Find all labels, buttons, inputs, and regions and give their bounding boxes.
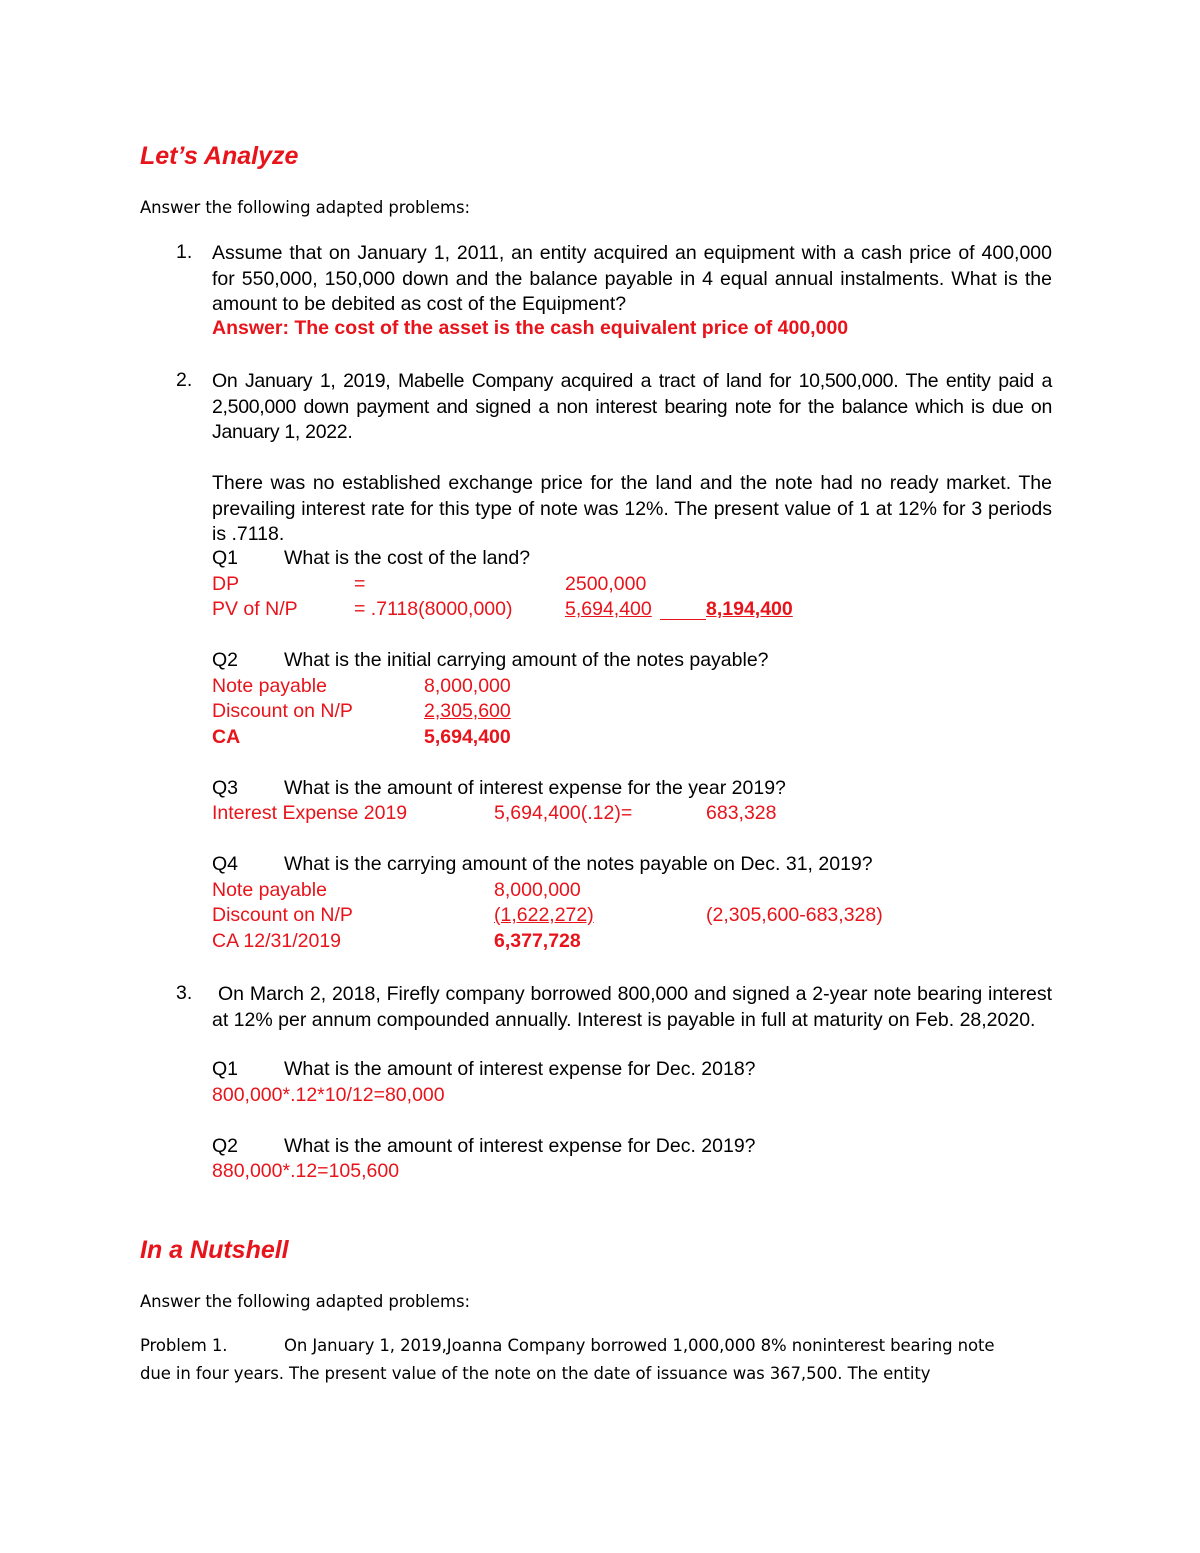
problem-2-text: On January 1, 2019, Mabelle Company acquired a tract of land for 10,500,000. The entity paid a 2,500,000 down payment and signed a non interest bearing note for the balance which is due on January 1, 2022.: [212, 370, 1052, 443]
question-label: Q2: [212, 1135, 239, 1157]
computation-label: Discount on N/P: [212, 700, 353, 722]
problem-text-line: due in four years. The present value of the note on the date of issuance was 367,500. The entity: [140, 1364, 931, 1383]
problem-number: 2.: [176, 369, 193, 391]
computation-formula: = .7118(8000,000): [354, 598, 513, 620]
computation-label: CA: [212, 726, 241, 748]
computation-value: 683,328: [706, 802, 777, 824]
computation-value: 8,000,000: [494, 879, 581, 901]
computation-formula: (2,305,600-683,328): [706, 904, 883, 926]
computation-value: 2,305,600: [424, 700, 511, 722]
problem-1-answer: Answer: The cost of the asset is the cash equivalent price of 400,000: [212, 317, 849, 339]
section-heading-lets-analyze: Let’s Analyze: [140, 142, 299, 170]
question-label: Q1: [212, 547, 239, 569]
question-text: What is the cost of the land?: [284, 547, 531, 569]
underline-gap: [660, 619, 706, 620]
problem-2-text-continued: There was no established exchange price for the land and the note had no ready market. The prevailing interest rate for this type of note was 12%. The present value of 1 at 12% for 3 periods is .7118.: [212, 472, 1052, 545]
computation-label: Interest Expense 2019: [212, 802, 408, 824]
question-label: Q3: [212, 777, 239, 799]
computation-value: (1,622,272): [494, 904, 594, 926]
carrying-amount-total: 6,377,728: [494, 930, 581, 952]
question-text: What is the amount of interest expense for Dec. 2018?: [284, 1058, 756, 1080]
cost-of-land-total: 8,194,400: [706, 598, 793, 620]
computation-formula: 5,694,400(.12)=: [494, 802, 633, 824]
computation-label: CA 12/31/2019: [212, 930, 342, 952]
carrying-amount-total: 5,694,400: [424, 726, 511, 748]
question-text: What is the initial carrying amount of the notes payable?: [284, 649, 769, 671]
computation-label: Note payable: [212, 879, 327, 901]
computation-value: 5,694,400: [565, 598, 652, 620]
computation-label: Note payable: [212, 675, 327, 697]
question-text: What is the carrying amount of the notes payable on Dec. 31, 2019?: [284, 853, 873, 875]
question-label: Q1: [212, 1058, 239, 1080]
question-label: Q4: [212, 853, 239, 875]
question-label: Q2: [212, 649, 239, 671]
computation-formula: =: [354, 573, 366, 595]
section-heading-in-a-nutshell: In a Nutshell: [140, 1236, 289, 1264]
question-text: What is the amount of interest expense for the year 2019?: [284, 777, 786, 799]
question-text: What is the amount of interest expense for Dec. 2019?: [284, 1135, 756, 1157]
computation-value: 2500,000: [565, 573, 647, 595]
problem-1-text: Assume that on January 1, 2011, an entity acquired an equipment with a cash price of 400,000 for 550,000, 150,000 down and the balance payable in 4 equal annual instalments. What is the amount to be debited as cost of the Equipment?: [212, 242, 1052, 315]
problem-number: 3.: [176, 982, 193, 1004]
problem-number: 1.: [176, 241, 193, 263]
computation-value: 8,000,000: [424, 675, 511, 697]
section-intro: Answer the following adapted problems:: [140, 1292, 470, 1311]
computation-answer: 800,000*.12*10/12=80,000: [212, 1084, 445, 1106]
section-intro: Answer the following adapted problems:: [140, 198, 470, 217]
computation-label: PV of N/P: [212, 598, 298, 620]
computation-label: Discount on N/P: [212, 904, 353, 926]
computation-label: DP: [212, 573, 240, 595]
problem-label: Problem 1.: [140, 1336, 228, 1355]
problem-text-line: On January 1, 2019,Joanna Company borrowed 1,000,000 8% noninterest bearing note: [284, 1336, 995, 1355]
problem-3-text: On March 2, 2018, Firefly company borrowed 800,000 and signed a 2-year note bearing interest at 12% per annum compounded annually. Interest is payable in full at maturity on Feb. 28,2020.: [212, 983, 1052, 1031]
computation-answer: 880,000*.12=105,600: [212, 1160, 400, 1182]
